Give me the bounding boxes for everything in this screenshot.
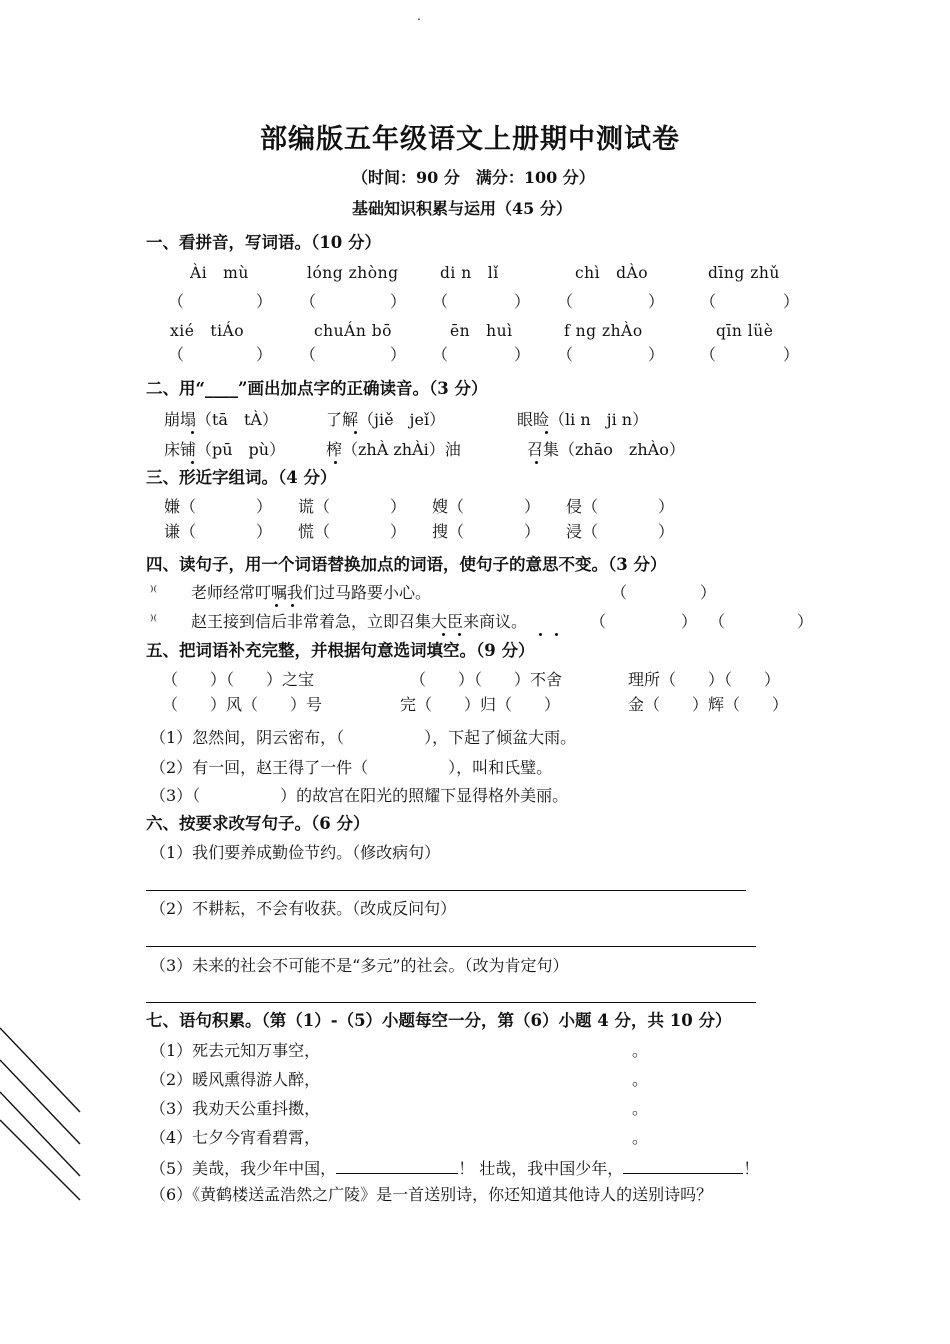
emphasis-dot — [458, 633, 461, 636]
answer-close-paren: ） — [648, 345, 665, 364]
idiom-item: 完（ ）归（ ） — [400, 695, 561, 714]
period-mark: 。 — [632, 1099, 649, 1118]
emphasis-dot — [535, 461, 538, 464]
section-6-heading: 六、按要求改写句子。（6 分） — [146, 814, 370, 833]
fill-question-1: （1）忽然间，阴云密布，（ ），下起了倾盆大雨。 — [150, 728, 577, 747]
list-marker: ⁾⁽ — [150, 613, 157, 629]
answer-close-paren: ） — [658, 522, 675, 541]
char-item: 嫂（ — [432, 497, 465, 516]
answer-open-paren: （ — [300, 292, 317, 311]
pinyin-2-1: xié tiÁo — [170, 322, 245, 340]
answer-close-paren: ） — [390, 292, 407, 311]
answer-line[interactable] — [146, 946, 756, 947]
emphasis-dot — [442, 633, 445, 636]
answer-open-paren: （ — [590, 612, 607, 631]
section-2-heading: 二、用“____”画出加点字的正确读音。（3 分） — [146, 379, 488, 398]
emphasis-dot — [539, 633, 542, 636]
answer-close-paren: ） — [524, 497, 541, 516]
pinyin-1-3: di n lǐ — [440, 264, 499, 282]
emphasis-dot — [291, 604, 294, 607]
section-4-heading: 四、读句子，用一个词语替换加点的词语，使句子的意思不变。（3 分） — [146, 555, 667, 574]
poem-line-5-part-2: ！ 壮哉，我中国少年， — [458, 1159, 624, 1178]
reading-item: 了解（jiě jeǐ） — [326, 410, 446, 429]
reading-item: 眼睑（li n ji n） — [517, 410, 649, 429]
exam-info: （时间：90 分 满分：100 分） — [352, 168, 595, 187]
answer-open-paren: （ — [168, 292, 185, 311]
emphasis-dot — [545, 431, 548, 434]
poem-line-4: （4）七夕今宵看碧霄， — [150, 1128, 321, 1147]
section-5-heading: 五、把词语补充完整，并根据句意选词填空。（9 分） — [146, 641, 535, 660]
answer-open-paren: （ — [432, 292, 449, 311]
reading-item: 崩塌（tā tÀ） — [164, 410, 278, 429]
answer-close-paren: ） — [524, 522, 541, 541]
answer-close-paren: ） — [390, 522, 407, 541]
answer-open-paren: （ — [611, 583, 628, 602]
pinyin-2-3: ēn huì — [450, 322, 513, 340]
reading-item: 床铺（pū pù） — [164, 440, 286, 459]
reading-item: 榨（zhÀ zhÀi）油 — [326, 440, 461, 459]
poem-line-1: （1）死去元知万事空， — [150, 1041, 321, 1060]
period-mark: 。 — [632, 1041, 649, 1060]
answer-open-paren: （ — [557, 292, 574, 311]
answer-close-paren: ） — [783, 345, 800, 364]
section-3-heading: 三、形近字组词。（4 分） — [146, 468, 337, 487]
pinyin-2-2: chuÁn bō — [314, 322, 393, 340]
poem-line-5 — [150, 1158, 759, 1177]
answer-open-paren: （ — [168, 345, 185, 364]
idiom-item: （ ）（ ）之宝 — [162, 670, 315, 689]
answer-line[interactable] — [146, 890, 746, 891]
emphasis-dot — [191, 461, 194, 464]
answer-open-paren: （ — [432, 345, 449, 364]
answer-close-paren: ） — [681, 612, 698, 631]
page-title: 部编版五年级语文上册期中测试卷 — [260, 124, 680, 155]
pinyin-1-4: chì dÀo — [575, 264, 649, 282]
fill-blank[interactable] — [336, 1158, 458, 1174]
answer-open-paren: （ — [700, 292, 717, 311]
poem-question-6: （6）《黄鹤楼送孟浩然之广陵》是一首送别诗，你还知道其他诗人的送别诗吗？ — [150, 1185, 713, 1204]
idiom-item: 金（ ）辉（ ） — [628, 695, 789, 714]
char-item: 谦（ — [164, 522, 197, 541]
char-item: 浸（ — [566, 522, 599, 541]
poem-line-3: （3）我劝天公重抖擞， — [150, 1099, 321, 1118]
char-item: 侵（ — [566, 497, 599, 516]
answer-close-paren: ） — [514, 292, 531, 311]
period-mark: 。 — [632, 1128, 649, 1147]
answer-open-paren: （ — [709, 612, 726, 631]
sentence-2: 赵王接到信后非常着急，立即召集大臣来商议。 — [191, 612, 528, 631]
emphasis-dot — [191, 431, 194, 434]
header-dot: . — [417, 9, 421, 23]
answer-close-paren: ） — [658, 497, 675, 516]
answer-close-paren: ） — [797, 612, 814, 631]
char-item: 嫌（ — [164, 497, 197, 516]
answer-close-paren: ） — [256, 345, 273, 364]
char-item: 谎（ — [298, 497, 331, 516]
pinyin-2-4: f ng zhÀo — [564, 322, 643, 340]
reading-item: 召集（zhāo zhÀo） — [527, 440, 685, 459]
answer-line[interactable] — [146, 1002, 756, 1003]
part-heading: 基础知识积累与运用（45 分） — [352, 199, 572, 218]
pinyin-1-5: dīng zhǔ — [708, 264, 780, 282]
answer-open-paren: （ — [700, 345, 717, 364]
idiom-item: （ ）风（ ）号 — [162, 695, 323, 714]
answer-open-paren: （ — [557, 345, 574, 364]
fill-question-3: （3）（ ）的故宫在阳光的照耀下显得格外美丽。 — [150, 786, 569, 805]
poem-line-5-part-3: ！ — [743, 1159, 760, 1178]
answer-close-paren: ） — [390, 497, 407, 516]
section-7-heading: 七、语句积累。（第（1）-（5）小题每空一分，第（6）小题 4 分，共 10 分） — [146, 1011, 732, 1030]
answer-close-paren: ） — [700, 583, 717, 602]
fill-blank[interactable] — [623, 1158, 743, 1174]
char-item: 慌（ — [298, 522, 331, 541]
poem-line-5-part-1: （5）美哉，我少年中国， — [150, 1159, 337, 1178]
answer-open-paren: （ — [300, 345, 317, 364]
answer-close-paren: ） — [256, 497, 273, 516]
pinyin-1-2: lóng zhòng — [307, 264, 399, 282]
answer-close-paren: ） — [648, 292, 665, 311]
fill-question-2: （2）有一回，赵王得了一件（ ），叫和氏璧。 — [150, 758, 553, 777]
emphasis-dot — [354, 431, 357, 434]
emphasis-dot — [334, 461, 337, 464]
char-item: 搜（ — [432, 522, 465, 541]
idiom-item: （ ）（ ）不舍 — [410, 670, 563, 689]
answer-close-paren: ） — [256, 292, 273, 311]
rewrite-question-3: （3）未来的社会不可能不是“多元”的社会。（改为肯定句） — [150, 956, 569, 975]
pinyin-2-5: qīn lüè — [716, 322, 774, 340]
decorative-lines — [0, 1020, 100, 1210]
answer-close-paren: ） — [783, 292, 800, 311]
answer-close-paren: ） — [390, 345, 407, 364]
answer-close-paren: ） — [514, 345, 531, 364]
pinyin-1-1: Ài mù — [190, 264, 249, 282]
poem-line-2: （2）暖风熏得游人醉， — [150, 1070, 321, 1089]
idiom-item: 理所（ ）（ ） — [628, 670, 781, 689]
answer-close-paren: ） — [256, 522, 273, 541]
emphasis-dot — [555, 633, 558, 636]
rewrite-question-2: （2）不耕耘，不会有收获。（改成反问句） — [150, 899, 457, 918]
rewrite-question-1: （1）我们要养成勤俭节约。（修改病句） — [150, 843, 441, 862]
sentence-1: 老师经常叮嘱我们过马路要小心。 — [191, 583, 432, 602]
list-marker: ⁾⁽ — [150, 584, 157, 600]
section-1-heading: 一、看拼音，写词语。（10 分） — [146, 233, 381, 252]
period-mark: 。 — [632, 1070, 649, 1089]
emphasis-dot — [275, 604, 278, 607]
